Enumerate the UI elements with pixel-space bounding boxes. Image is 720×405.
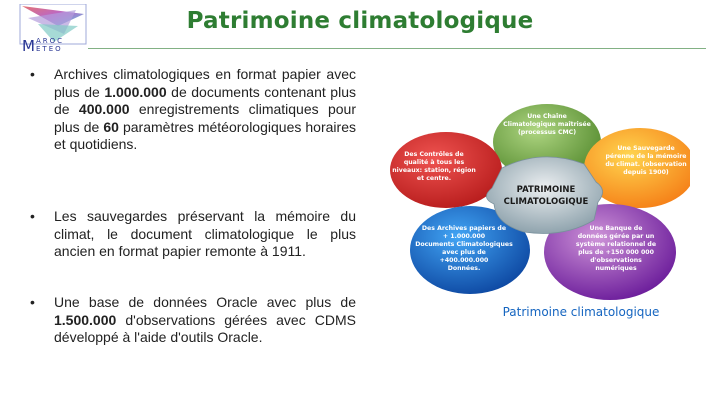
petal-yellow-line: Une Sauvegarde xyxy=(617,145,675,152)
bullet-dot: • xyxy=(30,208,35,224)
logo-text-bottom: ETEO xyxy=(36,45,63,52)
petal-green-line: Une Chaîne xyxy=(527,113,567,120)
petal-blue-line: Des Archives papiers de xyxy=(421,225,507,232)
bullet-item xyxy=(30,66,356,182)
petal-purple-line: Une Banque de xyxy=(589,225,643,232)
bullet-text: Archives climatologiques en format papier avec plus de 1.000.000 de documents contenant plus de 400.000 enregistrements climatiques pour plus de 60 paramètres météorologiques horaires et quotidiens. xyxy=(54,66,356,152)
petal-yellow-line: pérenne de la mémoire xyxy=(605,153,687,160)
petal-purple-line: plus de +150 000 000 xyxy=(578,249,654,256)
petal-blue-line: Documents Climatologiques xyxy=(415,241,513,248)
petal-yellow-line: du climat. (observation xyxy=(605,161,687,168)
bullet-item xyxy=(30,208,356,264)
petal-blue-line: Données. xyxy=(447,265,481,272)
page-title: Patrimoine climatologique xyxy=(186,8,534,34)
bullet-dot: • xyxy=(30,66,35,82)
bullet-item xyxy=(30,294,356,350)
petal-red-line: niveaux: station, région xyxy=(392,167,476,174)
petal-red-line: qualité à tous les xyxy=(403,159,465,166)
petal-green-line: (processus CMC) xyxy=(517,129,577,136)
climatology-diagram xyxy=(384,100,690,316)
petal-red-line: Des Contrôles de xyxy=(404,151,464,158)
petal-purple-line: d'observations xyxy=(590,257,642,264)
logo-text-top: AROC xyxy=(36,37,65,45)
logo-letter: M xyxy=(22,37,35,52)
petal-blue-line: avec plus de xyxy=(442,249,486,256)
petal-blue-line: +400.000.000 xyxy=(439,257,489,264)
center-label-line1: PATRIMOINE xyxy=(516,185,576,195)
petal-purple-line: données gérée par un xyxy=(577,233,655,240)
petal-purple-line: numériques xyxy=(595,265,637,272)
petal-green-line: Climatologique maîtrisée xyxy=(503,121,591,128)
petal-purple-line: système relationnel de xyxy=(575,241,657,248)
petal-red-line: et centre. xyxy=(416,175,452,182)
center-piece xyxy=(486,157,602,234)
center-label-line2: CLIMATOLOGIQUE xyxy=(503,197,589,207)
bullet-text: Les sauvegardes préservant la mémoire du climat, le document climatologique le plus ancien en format papier remonte à 1911. xyxy=(54,208,356,259)
figure-caption: Patrimoine climatologique xyxy=(476,305,686,321)
title-divider xyxy=(88,48,706,49)
petal-yellow-line: depuis 1900) xyxy=(623,169,669,176)
petal-blue-line: + 1.000.000 xyxy=(442,233,486,240)
bullet-dot: • xyxy=(30,294,35,310)
bullet-text: Une base de données Oracle avec plus de 1.500.000 d'observations gérées avec CDMS développé à l'aide d'outils Oracle. xyxy=(54,294,356,345)
